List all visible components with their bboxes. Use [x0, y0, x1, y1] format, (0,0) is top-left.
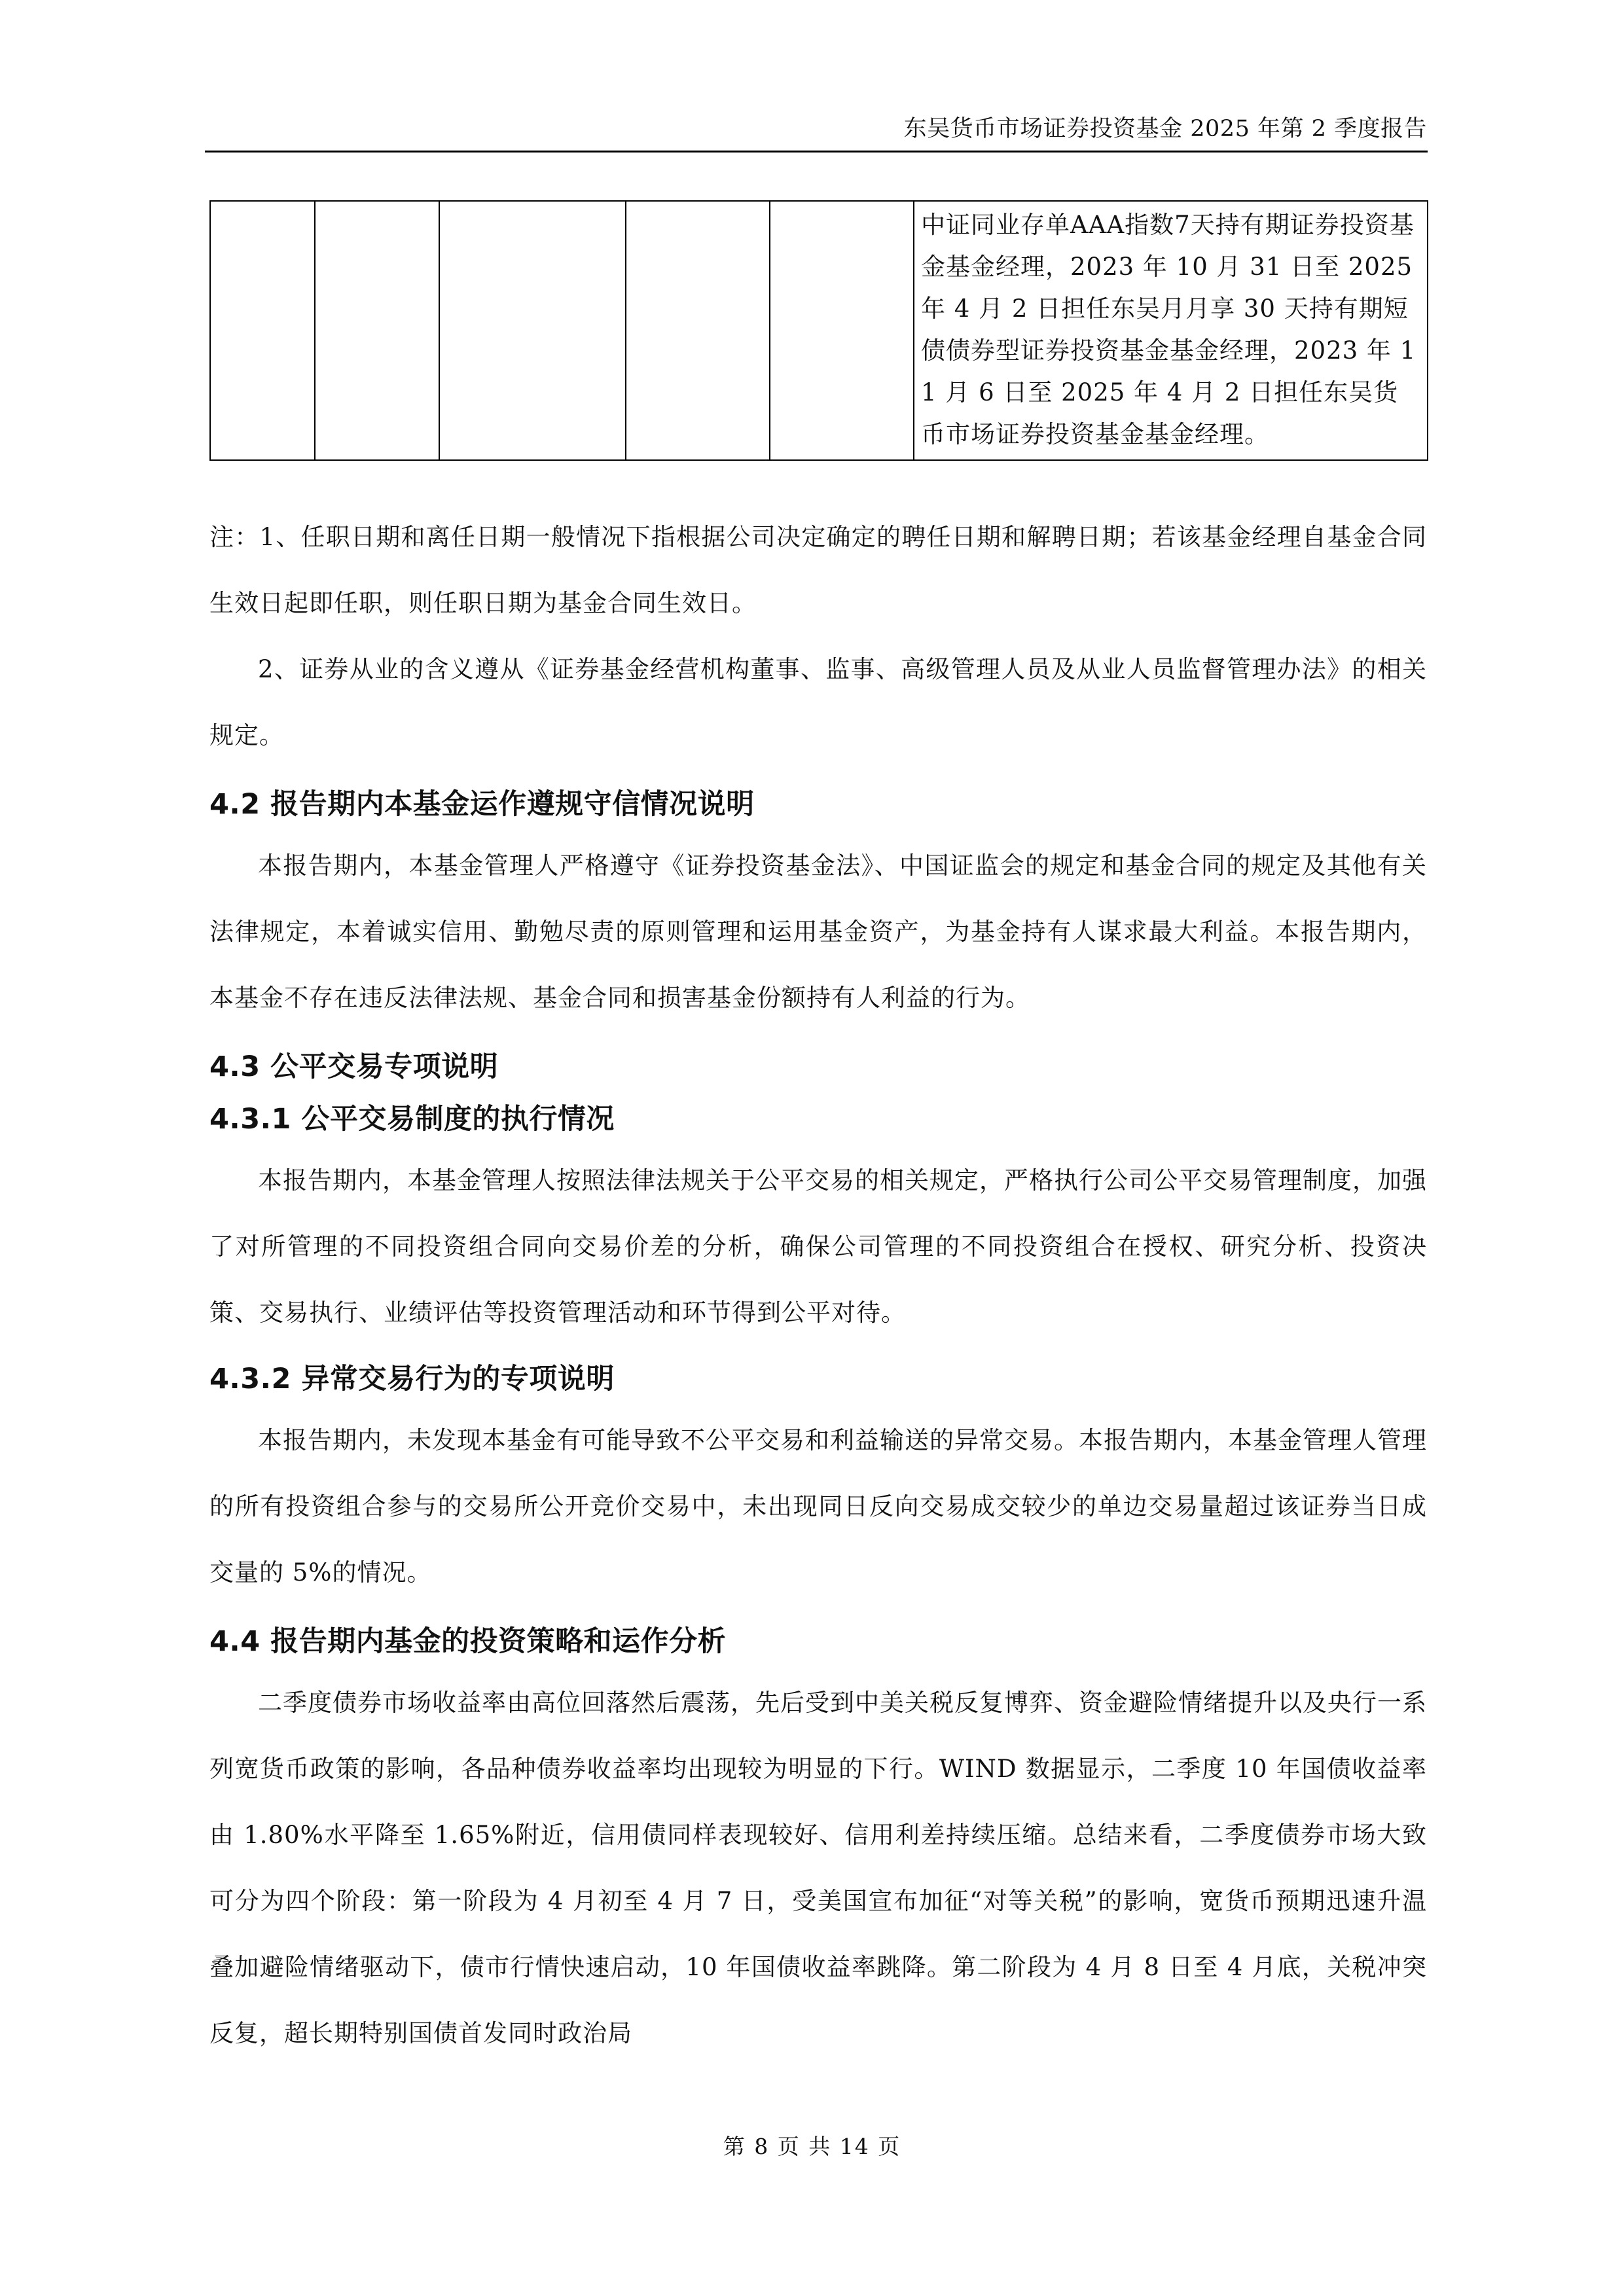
main-content: [209, 504, 1427, 2066]
table-cell-term-end: [626, 201, 770, 460]
table-cell-term-start: [439, 201, 626, 460]
header-rule: [205, 151, 1428, 152]
running-header: 东吴货币市场证券投资基金 2025 年第 2 季度报告: [903, 116, 1427, 142]
fund-manager-table: [209, 200, 1428, 461]
section-4-3-2-body: 本报告期内，未发现本基金有可能导致不公平交易和利益输送的异常交易。本报告期内，本基金管理人管理的所有投资组合参与的交易所公开竞价交易中，未出现同日反向交易成交较少的单边交易量超过该证券当日成交量的 5%的情况。: [209, 1426, 1427, 1587]
note-2: 2、证券从业的含义遵从《证券基金经营机构董事、监事、高级管理人员及从业人员监督管理办法》的相关规定。: [209, 655, 1427, 749]
note-1: 注：1、任职日期和离任日期一般情况下指根据公司决定确定的聘任日期和解聘日期；若该基金经理自基金合同生效日起即任职，则任职日期为基金合同生效日。: [209, 523, 1427, 617]
section-4-3-heading: 4.3 公平交易专项说明: [209, 1050, 499, 1083]
table-cell-title: [315, 201, 439, 460]
table-cell-description: 中证同业存单AAA指数7天持有期证券投资基金基金经理，2023 年 10 月 31 日至 2025 年 4 月 2 日担任东吴月月享 30 天持有期短债债券型证券投资基金基金经理，2023 年 11 月 6 日至 2025 年 4 月 2 日担任东吴货币市场证券投资基金基金经理。: [914, 201, 1428, 460]
table-cell-name: [210, 201, 315, 460]
section-4-4-body: 二季度债券市场收益率由高位回落然后震荡，先后受到中美关税反复博弈、资金避险情绪提升以及央行一系列宽货币政策的影响，各品种债券收益率均出现较为明显的下行。WIND 数据显示，二季度 10 年国债收益率由 1.80%水平降至 1.65%附近，信用债同样表现较好、信用利差持续压缩。总结来看，二季度债券市场大致可分为四个阶段：第一阶段为 4 月初至 4 月 7 日，受美国宣布加征“对等关税”的影响，宽货币预期迅速升温叠加避险情绪驱动下，债市行情快速启动，10 年国债收益率跳降。第二阶段为 4 月 8 日至 4 月底，关税冲突反复，超长期特别国债首发同时政治局: [209, 1689, 1427, 2047]
page-number: 第 8 页 共 14 页: [723, 2134, 901, 2159]
section-4-4-heading: 4.4 报告期内基金的投资策略和运作分析: [209, 1625, 727, 1658]
section-4-3-1-heading: 4.3.1 公平交易制度的执行情况: [209, 1103, 615, 1136]
table-row: [210, 201, 1428, 460]
section-4-3-1-body: 本报告期内，本基金管理人按照法律法规关于公平交易的相关规定，严格执行公司公平交易管理制度，加强了对所管理的不同投资组合同向交易价差的分析，确保公司管理的不同投资组合在授权、研究分析、投资决策、交易执行、业绩评估等投资管理活动和环节得到公平对待。: [209, 1166, 1427, 1327]
section-4-3-2-heading: 4.3.2 异常交易行为的专项说明: [209, 1363, 615, 1395]
section-4-2-body: 本报告期内，本基金管理人严格遵守《证券投资基金法》、中国证监会的规定和基金合同的规定及其他有关法律规定，本着诚实信用、勤勉尽责的原则管理和运用基金资产，为基金持有人谋求最大利益。本报告期内，本基金不存在违反法律法规、基金合同和损害基金份额持有人利益的行为。: [209, 852, 1427, 1012]
section-4-2-heading: 4.2 报告期内本基金运作遵规守信情况说明: [209, 788, 755, 821]
table-cell-years: [770, 201, 914, 460]
